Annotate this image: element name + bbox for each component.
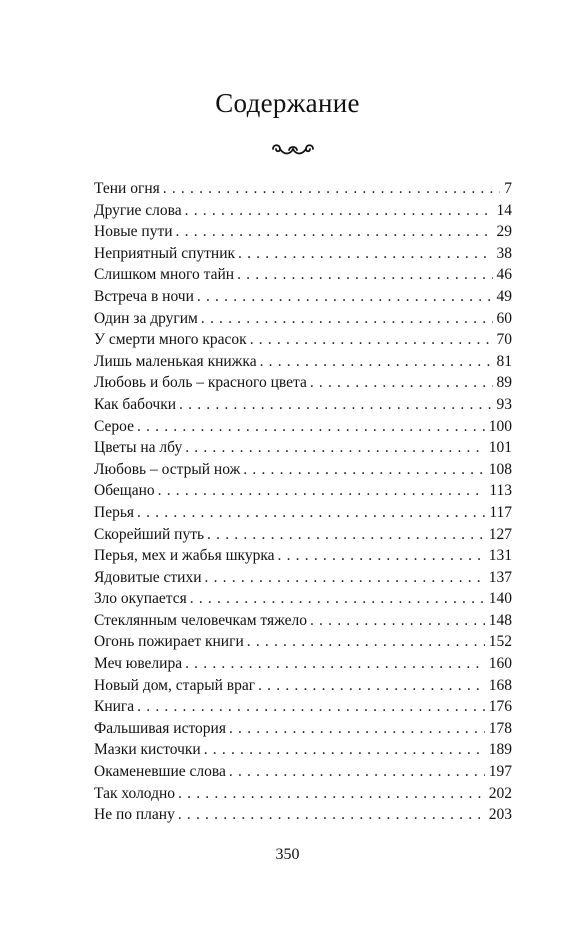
toc-entry-page: 7 <box>504 180 512 197</box>
toc-entry-page: 152 <box>488 633 512 651</box>
toc-entry <box>94 524 512 546</box>
toc-entry <box>94 308 512 330</box>
toc-entry <box>94 588 512 610</box>
toc-leader-dots <box>310 372 493 394</box>
toc-entry-page: 100 <box>488 417 512 435</box>
toc-entry-title: Меч ювелира <box>94 655 183 673</box>
toc-entry-page: 93 <box>496 395 512 413</box>
toc-entry-page: 197 <box>488 763 512 781</box>
toc-entry <box>94 243 512 265</box>
toc-entry-title: Другие слова <box>94 201 182 219</box>
toc-entry-page: 60 <box>496 309 512 327</box>
toc-entry-page: 168 <box>488 676 512 694</box>
toc-entry-page: 46 <box>496 266 512 284</box>
toc-leader-dots <box>204 739 485 761</box>
toc-entry-title: Слишком много тайн <box>94 266 235 284</box>
toc-entry-title: Встреча в ночи <box>94 287 194 305</box>
toc-leader-dots <box>176 221 493 243</box>
toc-leader-dots <box>137 416 485 438</box>
toc-entry-title: Серое <box>94 417 134 435</box>
toc-entry-page: 189 <box>488 741 512 759</box>
toc-leader-dots <box>137 696 485 718</box>
toc-entry-title: Обещано <box>94 482 155 500</box>
toc-entry-page: 176 <box>488 698 512 716</box>
toc-entry-title: Не по плану <box>94 806 175 824</box>
toc-leader-dots <box>197 286 493 308</box>
toc-entry <box>94 653 512 675</box>
toc-leader-dots <box>185 200 493 222</box>
swirl-ornament-icon <box>270 140 316 158</box>
toc-entry-title: Неприятный спутник <box>94 244 236 262</box>
toc-entry-page: 70 <box>496 331 512 349</box>
toc-entry <box>94 502 512 524</box>
toc-leader-dots <box>278 545 485 567</box>
toc-leader-dots <box>178 804 485 826</box>
toc-entry-page: 38 <box>496 244 512 262</box>
toc-entry-page: 89 <box>496 374 512 392</box>
toc-entry-page: 14 <box>496 201 512 219</box>
toc-entry <box>94 178 512 200</box>
toc-entry-page: 178 <box>488 719 512 737</box>
toc-entry-title: Перья, мех и жабья шкурка <box>94 547 275 565</box>
toc-entry <box>94 459 512 481</box>
table-of-contents <box>94 178 512 826</box>
toc-entry <box>94 631 512 653</box>
toc-entry-title: Как бабочки <box>94 395 177 413</box>
toc-entry-page: 203 <box>488 806 512 824</box>
toc-entry-page: 131 <box>488 547 512 565</box>
toc-entry-page: 160 <box>488 655 512 673</box>
toc-entry <box>94 804 512 826</box>
toc-leader-dots <box>310 610 485 632</box>
toc-leader-dots <box>185 437 485 459</box>
toc-entry-title: Стеклянным человечкам тяжело <box>94 611 307 629</box>
toc-entry-page: 29 <box>496 223 512 241</box>
toc-entry-page: 113 <box>489 482 512 500</box>
toc-leader-dots <box>158 480 486 502</box>
toc-entry-title: Так холодно <box>94 784 176 802</box>
toc-entry <box>94 675 512 697</box>
toc-entry-title: Тени огня <box>94 180 160 197</box>
toc-entry-title: Фальшивая история <box>94 719 226 737</box>
toc-entry <box>94 610 512 632</box>
toc-entry <box>94 351 512 373</box>
toc-entry <box>94 480 512 502</box>
toc-entry-title: Любовь – острый нож <box>94 460 241 478</box>
toc-entry-page: 108 <box>488 460 512 478</box>
toc-entry-title: Лишь маленькая книжка <box>94 352 257 370</box>
toc-leader-dots <box>163 178 500 200</box>
toc-entry-title: Новые пути <box>94 223 173 241</box>
toc-entry-page: 49 <box>496 287 512 305</box>
toc-entry <box>94 372 512 394</box>
toc-entry <box>94 286 512 308</box>
toc-entry-title: У смерти много красок <box>94 331 247 349</box>
toc-entry-title: Любовь и боль – красного цвета <box>94 374 307 392</box>
toc-entry <box>94 329 512 351</box>
page-title: Содержание <box>215 88 360 118</box>
toc-leader-dots <box>229 761 485 783</box>
toc-entry <box>94 783 512 805</box>
toc-entry-title: Перья <box>94 503 135 521</box>
toc-leader-dots <box>190 588 485 610</box>
toc-entry-page: 202 <box>488 784 512 802</box>
toc-entry-title: Цветы на лбу <box>94 439 183 457</box>
toc-entry <box>94 437 512 459</box>
toc-leader-dots <box>201 308 493 330</box>
toc-leader-dots <box>229 718 485 740</box>
toc-leader-dots <box>179 394 492 416</box>
toc-leader-dots <box>250 329 493 351</box>
toc-entry <box>94 200 512 222</box>
toc-leader-dots <box>260 351 493 373</box>
toc-entry-title: Новый дом, старый враг <box>94 676 256 694</box>
toc-entry-page: 140 <box>488 590 512 608</box>
toc-leader-dots <box>238 243 492 265</box>
toc-entry <box>94 416 512 438</box>
toc-entry-title: Мазки кисточки <box>94 741 201 759</box>
toc-entry-title: Окаменевшие слова <box>94 763 226 781</box>
toc-entry <box>94 545 512 567</box>
toc-leader-dots <box>185 653 485 675</box>
toc-leader-dots <box>247 631 485 653</box>
toc-entry-title: Зло окупается <box>94 590 187 608</box>
toc-entry-page: 137 <box>488 568 512 586</box>
toc-entry <box>94 264 512 286</box>
toc-leader-dots <box>237 264 492 286</box>
toc-leader-dots <box>207 524 485 546</box>
toc-entry-title: Книга <box>94 698 135 716</box>
folio-page-number: 350 <box>275 846 300 863</box>
toc-entry <box>94 394 512 416</box>
toc-entry-title: Огонь пожирает книги <box>94 633 244 651</box>
toc-entry-page: 101 <box>488 439 512 457</box>
toc-leader-dots <box>205 567 485 589</box>
toc-entry-title: Скорейший путь <box>94 525 205 543</box>
toc-entry <box>94 761 512 783</box>
toc-entry-page: 117 <box>489 503 512 521</box>
toc-entry <box>94 221 512 243</box>
toc-entry-title: Ядовитые стихи <box>94 568 202 586</box>
toc-leader-dots <box>137 502 485 524</box>
toc-leader-dots <box>243 459 484 481</box>
toc-entry-page: 81 <box>496 352 512 370</box>
toc-entry <box>94 718 512 740</box>
toc-entry-page: 127 <box>488 525 512 543</box>
toc-entry <box>94 696 512 718</box>
toc-leader-dots <box>178 783 485 805</box>
toc-entry <box>94 739 512 761</box>
toc-entry <box>94 567 512 589</box>
toc-leader-dots <box>258 675 485 697</box>
toc-entry-title: Один за другим <box>94 309 198 327</box>
toc-entry-page: 148 <box>488 611 512 629</box>
